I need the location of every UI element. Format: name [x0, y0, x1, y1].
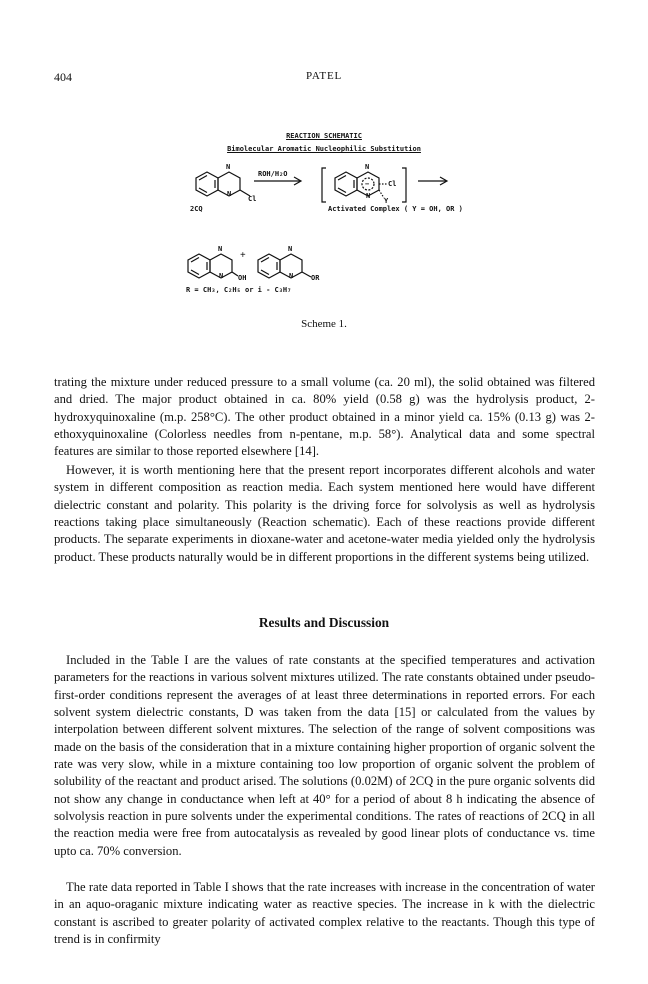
- section-heading: Results and Discussion: [258, 615, 390, 630]
- reactant-cl-label: Cl: [248, 195, 257, 203]
- product1-n-label: N: [219, 272, 224, 280]
- product-alkoxyquinoxaline-structure: [258, 254, 311, 278]
- complex-label: Activated Complex ( Y = OH, OR ): [328, 205, 463, 213]
- reagent-label: ROH/H₂O: [258, 170, 288, 178]
- complex-cl-label: Cl: [388, 180, 397, 188]
- scheme-structures: [0, 118, 648, 318]
- product-hydroxyquinoxaline-structure: [188, 254, 238, 278]
- paragraph-3-text: Included in the Table I are the values of rate constants at the specified temperatures and activation parameters for the reactions in various solvent mixtures utilized. The rate constants obtained under pseudo-first-order conditions represent the averages of at least three determinations in reported errors. For each solvent system dielectric constants, D was taken from the data [15] or calculated from the values by interpolation between different solvent mixtures. The selection of the range of solvent compositions was made on the basis of the consideration that in a mixture containing higher proportion of organic solvent the rate was very slow, while in a mixture containing too low proportion of organic solvent the problem of solubility of the reactant and product arised. The solutions (0.02M) of 2CQ in the pure organic solvents did not show any change in conductance when left at 40° for a period of about 8 h indicating the absence of solvolysis reaction in pure solvents under the experimental conditions. The rates of reactions of 2CQ in all the reaction media were free from autocatalysis as revealed by good linear plots of conductance vs. time upto ca. 70% conversion.: [54, 653, 595, 858]
- paragraph-2-text: However, it is worth mentioning here that the present report incorporates different alcohols and water system in different composition as reaction media. Each system mentioned here would have different dielectric constant and polarity. This polarity is the driving force for solvolysis as well as hydrolysis reactions taking place simultaneously (Reaction schematic). Each of these reactions provide different products. The separate experiments in dioxane-water and acetone-water media yielded only the hydrolysis product. These products naturally would be in different proportions in the different systems being utilized.: [54, 463, 595, 564]
- product1-oh-label: OH: [238, 274, 247, 282]
- running-header: [0, 70, 648, 86]
- paragraph-4-text: The rate data reported in Table I shows that the rate increases with increase in the concentration of water in an aquo-oraganic mixture indicating water as reactive species. The increase in k with the dielectric constant is ascribed to greater polarity of activated complex relative to the reactants. Though this type of trend is in confirmity: [54, 880, 595, 947]
- product2-n-label: N: [288, 245, 293, 253]
- scheme-caption: Scheme 1.: [301, 318, 347, 330]
- scheme-title: REACTION SCHEMATIC: [286, 132, 362, 140]
- complex-y-label: Y: [384, 197, 389, 205]
- running-title: PATEL: [306, 70, 342, 82]
- reactant-n-label: N: [227, 190, 232, 198]
- reaction-arrow-2: [418, 177, 447, 185]
- paragraph-2: [54, 462, 595, 566]
- paragraph-1: [54, 374, 595, 461]
- complex-n-label: N: [366, 192, 371, 200]
- scheme-subtitle: Bimolecular Aromatic Nucleophilic Substitution: [227, 145, 421, 153]
- paragraph-1-text: trating the mixture under reduced pressure to a small volume (ca. 20 ml), the solid obtained was filtered and dried. The major product obtained in ca. 80% yield (0.58 g) was the hydrolysis product, 2-hydroxyquinoxaline (m.p. 258°C). The other product obtained in a minor yield ca. 15% (0.13 g) was 2-ethoxyquinoxaline (Colorless needles from n-pentane, m.p. 58°). Analytical data and some spectral features are similar to those reported elsewhere [14].: [54, 375, 595, 459]
- reactant-n-label: N: [226, 163, 231, 171]
- paragraph-3: [54, 652, 595, 860]
- product1-n-label: N: [218, 245, 223, 253]
- r-group-definition: R = CH₃, C₂H₅ or i - C₃H₇: [186, 286, 292, 294]
- reaction-scheme: [0, 118, 648, 338]
- page-number: 404: [54, 70, 72, 84]
- plus-sign: +: [240, 250, 246, 261]
- paragraph-4: [54, 879, 595, 948]
- product2-n-label: N: [289, 272, 294, 280]
- reactant-2cq-structure: [196, 172, 250, 196]
- complex-minus-label: −: [365, 180, 370, 188]
- reactant-label: 2CQ: [190, 205, 203, 213]
- product2-or-label: OR: [311, 274, 320, 282]
- reaction-arrow-1: [254, 177, 301, 185]
- complex-n-label: N: [365, 163, 370, 171]
